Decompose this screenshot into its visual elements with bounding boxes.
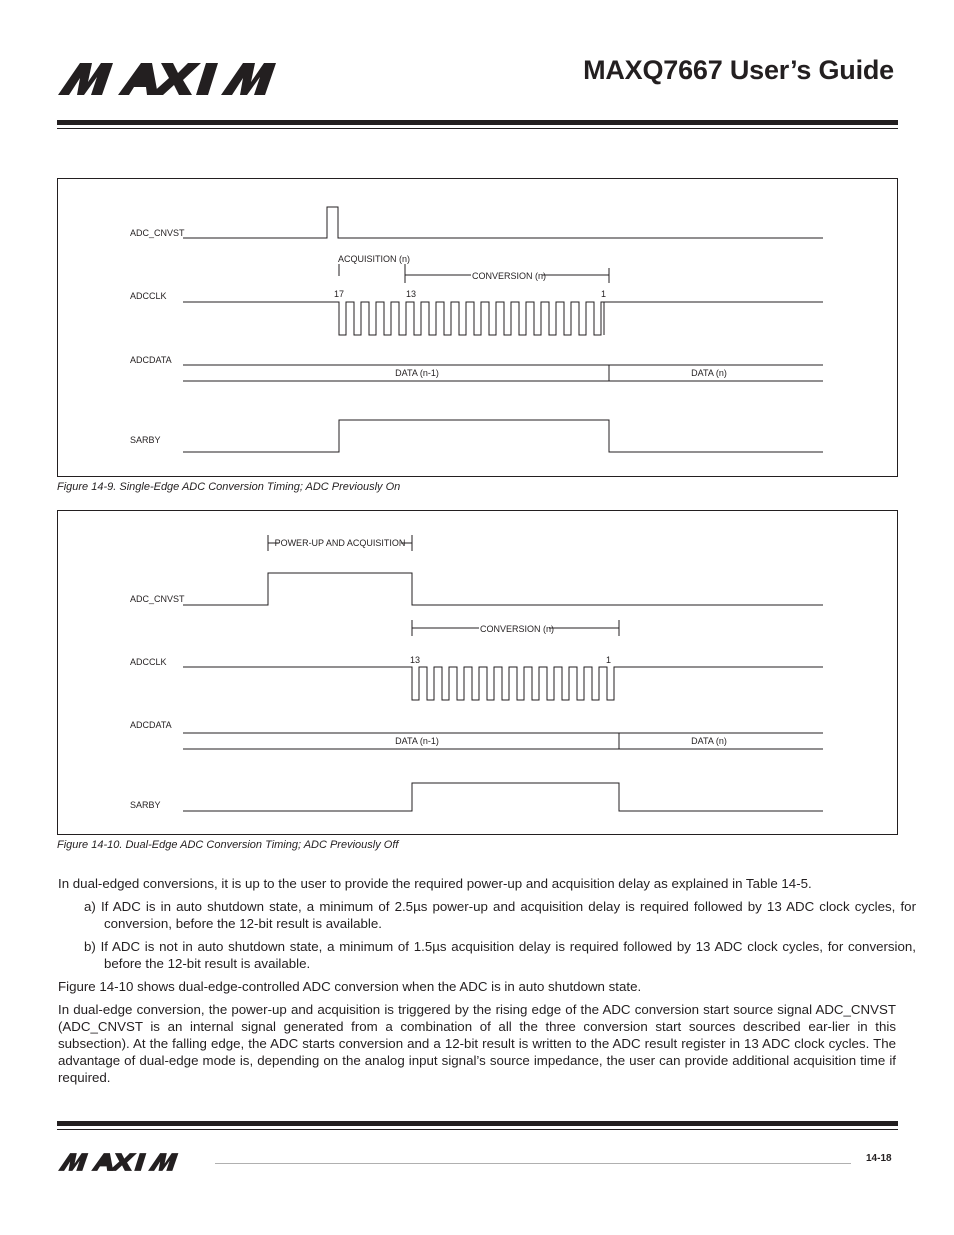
fig1-cnvst-waveform	[183, 207, 823, 238]
document-title: MAXQ7667 User’s Guide	[583, 55, 894, 85]
figure-14-10-caption: Figure 14-10. Dual-Edge ADC Conversion Timing; ADC Previously Off	[57, 839, 399, 851]
fig2-sarby-waveform	[183, 783, 823, 811]
fig1-label-cnvst: ADC_CNVST	[130, 228, 185, 238]
fig2-conv-label: CONVERSION (n)	[480, 624, 555, 634]
fig1-tick-13: 13	[406, 289, 417, 299]
footer-divider	[215, 1163, 851, 1164]
fig1-clk-waveform	[183, 302, 823, 335]
fig2-data-prev: DATA (n-1)	[395, 736, 439, 746]
figure-14-9-svg	[58, 179, 897, 476]
figure-14-10-svg	[58, 511, 897, 834]
figure-14-10-timing-diagram	[57, 510, 898, 835]
paragraph-figure-reference: Figure 14-10 shows dual-edge-controlled ADC conversion when the ADC is in auto shutdown state.	[58, 979, 642, 994]
fig1-label-data: ADCDATA	[130, 355, 172, 365]
figure-14-9-timing-diagram	[57, 178, 898, 477]
fig2-pwr-label: POWER-UP AND ACQUISITION	[274, 538, 406, 548]
fig1-data-prev: DATA (n-1)	[395, 368, 439, 378]
page-number: 14-18	[866, 1153, 892, 1164]
fig1-label-clk: ADCCLK	[130, 291, 167, 301]
header-rule-thick	[57, 120, 898, 125]
list-item-b: b) If ADC is not in auto shutdown state, a minimum of 1.5µs acquisition delay is required followed by 13 ADC clock cycles, for conversion, before the 12-bit result is available.	[84, 939, 916, 971]
paragraph-intro: In dual-edged conversions, it is up to the user to provide the required power-up and acquisition delay as explained in Table 14-5.	[58, 876, 812, 891]
fig2-label-clk: ADCCLK	[130, 657, 167, 667]
fig2-tick-13: 13	[410, 655, 421, 665]
fig1-tick-17: 17	[334, 289, 345, 299]
footer-maxim-logo	[58, 1152, 206, 1172]
fig2-cnvst-waveform	[183, 573, 823, 605]
fig1-tick-1: 1	[601, 289, 607, 299]
fig1-acq-label: ACQUISITION (n)	[338, 254, 411, 264]
fig1-label-sarby: SARBY	[130, 435, 161, 445]
fig1-sarby-waveform	[183, 420, 823, 452]
fig2-tick-1: 1	[606, 655, 612, 665]
header-rule-thin	[57, 128, 898, 129]
fig2-label-sarby: SARBY	[130, 800, 161, 810]
footer-rule-thin	[57, 1129, 898, 1130]
fig2-clk-waveform	[183, 667, 823, 700]
fig1-conv-label: CONVERSION (n)	[472, 271, 547, 281]
fig2-label-data: ADCDATA	[130, 720, 172, 730]
fig2-data-curr: DATA (n)	[691, 736, 727, 746]
paragraph-dual-edge: In dual-edge conversion, the power-up and acquisition is triggered by the rising edge of the ADC conversion start source signal ADC_CNVST (ADC_CNVST is an internal signal generated from a combination of all the three conversion start sources described ear-lier in this subsection). At the falling edge, the ADC starts conversion and a 12-bit result is written to the ADC result register in 13 ADC clock cycles. The advantage of dual-edge mode is, depending on the analog input signal’s source impedance, the user can provide additional acquisition time if required.	[58, 1002, 896, 1085]
figure-14-9-caption: Figure 14-9. Single-Edge ADC Conversion Timing; ADC Previously On	[57, 481, 401, 493]
maxim-logo	[58, 62, 326, 96]
list-item-a: a) If ADC is in auto shutdown state, a minimum of 2.5µs power-up and acquisition delay is required followed by 13 ADC clock cycles, for conversion, before the 12-bit result is available.	[84, 899, 916, 931]
fig1-data-curr: DATA (n)	[691, 368, 727, 378]
fig2-label-cnvst: ADC_CNVST	[130, 594, 185, 604]
footer-rule-thick	[57, 1121, 898, 1126]
